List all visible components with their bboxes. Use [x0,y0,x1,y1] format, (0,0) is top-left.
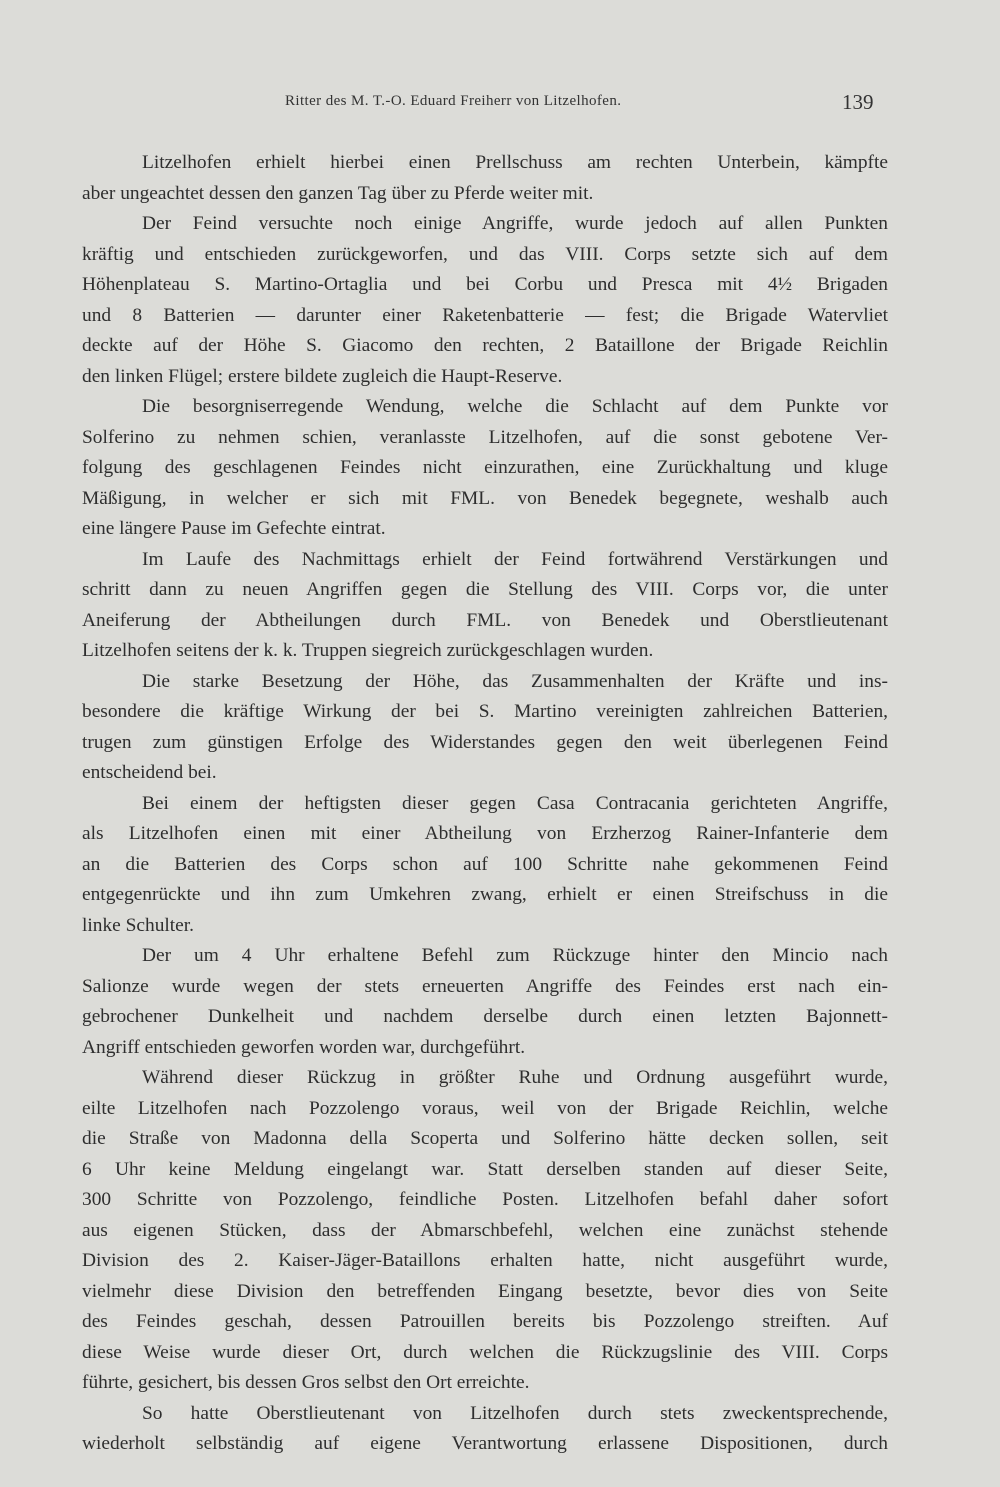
text-line: Der Feind versuchte noch einige Angriffe, wurde jedoch auf allen Punkten [142,213,888,234]
text-line: linke Schulter. [82,914,195,936]
text-line: als Litzelhofen einen mit einer Abtheilung von Erzherzog Rainer-Infanterie dem [82,823,888,844]
text-line: Mäßigung, in welcher er sich mit FML. von Benedek begegnete, weshalb auch [82,487,888,509]
text-line: Aneiferung der Abtheilungen durch FML. von Benedek und Oberstlieutenant [82,609,888,631]
text-line: Im Laufe des Nachmittags erhielt der Feind fortwährend Verstärkungen und [142,548,888,570]
text-line: schritt dann zu neuen Angriffen gegen die Stellung des VIII. Corps vor, die unter [82,579,888,600]
text-line: 300 Schritte von Pozzolengo, feindliche Posten. Litzelhofen befahl daher sofort [82,1189,888,1210]
text-line: folgung des geschlagenen Feindes nicht einzurathen, eine Zurückhaltung und kluge [82,457,888,478]
text-line: den linken Flügel; erstere bildete zugleich die Haupt-Reserve. [82,365,563,387]
text-line: deckte auf der Höhe S. Giacomo den rechten, 2 Bataillone der Brigade Reichlin [82,335,888,356]
text-line: Salionze wurde wegen der stets erneuerten Angriffe des Feindes erst nach ein- [82,975,888,997]
text-line: aus eigenen Stücken, dass der Abmarschbefehl, welchen eine zunächst stehende [82,1219,888,1241]
text-line: Division des 2. Kaiser-Jäger-Bataillons erhalten hatte, nicht ausgeführt wurde, [82,1250,888,1271]
text-line: Höhenplateau S. Martino-Ortaglia und bei Corbu und Presca mit 4½ Brigaden [82,274,888,295]
running-head: Ritter des M. T.-O. Eduard Freiherr von Litzelhofen. [285,93,622,109]
text-line: diese Weise wurde dieser Ort, durch welchen die Rückzugslinie des VIII. Corps [82,1341,888,1363]
text-line: Solferino zu nehmen schien, veranlasste Litzelhofen, auf die sonst gebotene Ver- [82,426,888,448]
text-line: wiederholt selbständig auf eigene Verantwortung erlassene Dispositionen, durch [82,1433,888,1454]
text-line: Litzelhofen erhielt hierbei einen Prellschuss am rechten Unterbein, kämpfte [142,152,888,173]
text-line: eilte Litzelhofen nach Pozzolengo voraus, weil von der Brigade Reichlin, welche [82,1097,888,1119]
text-line: führte, gesichert, bis dessen Gros selbst den Ort erreichte. [82,1372,530,1393]
text-line: Die starke Besetzung der Höhe, das Zusammenhalten der Kräfte und ins- [142,670,888,692]
text-line: und 8 Batterien — darunter einer Raketenbatterie — fest; die Brigade Watervliet [82,304,888,326]
text-line: an die Batterien des Corps schon auf 100 Schritte nahe gekommenen Feind [82,853,888,875]
page-number: 139 [842,90,874,114]
text-line: Der um 4 Uhr erhaltene Befehl zum Rückzuge hinter den Mincio nach [142,945,888,966]
body-text [82,148,888,1460]
text-line: kräftig und entschieden zurückgeworfen, und das VIII. Corps setzte sich auf dem [82,243,888,265]
text-line: vielmehr diese Division den betreffenden Eingang besetzte, bevor dies von Seite [82,1280,888,1302]
text-line: Während dieser Rückzug in größter Ruhe und Ordnung ausgeführt wurde, [142,1067,888,1088]
text-line: trugen zum günstigen Erfolge des Widerstandes gegen den weit überlegenen Feind [82,731,888,753]
text-line: Angriff entschieden geworfen worden war, durchgeführt. [82,1036,526,1058]
text-line: Litzelhofen seitens der k. k. Truppen siegreich zurückgeschlagen wurden. [82,640,654,661]
text-line: eine längere Pause im Gefechte eintrat. [82,518,386,539]
text-line: Die besorgniserregende Wendung, welche die Schlacht auf dem Punkte vor [142,396,888,417]
text-line: gebrochener Dunkelheit und nachdem derselbe durch einen letzten Bajonnett- [82,1006,888,1027]
text-line: besondere die kräftige Wirkung der bei S. Martino vereinigten zahlreichen Batterien, [82,701,888,722]
text-line: aber ungeachtet dessen den ganzen Tag über zu Pferde weiter mit. [82,182,594,204]
text-line: Bei einem der heftigsten dieser gegen Casa Contracania gerichteten Angriffe, [142,792,888,814]
text-line: entscheidend bei. [82,762,217,783]
text-line: die Straße von Madonna della Scoperta und Solferino hätte decken sollen, seit [82,1128,888,1149]
text-line: entgegenrückte und ihn zum Umkehren zwang, erhielt er einen Streifschuss in die [82,884,888,905]
page-header [0,90,1000,120]
text-line: So hatte Oberstlieutenant von Litzelhofen durch stets zweckentsprechende, [142,1402,888,1424]
text-line: des Feindes geschah, dessen Patrouillen bereits bis Pozzolengo streiften. Auf [82,1311,888,1332]
text-line: 6 Uhr keine Meldung eingelangt war. Statt derselben standen auf dieser Seite, [82,1158,888,1180]
